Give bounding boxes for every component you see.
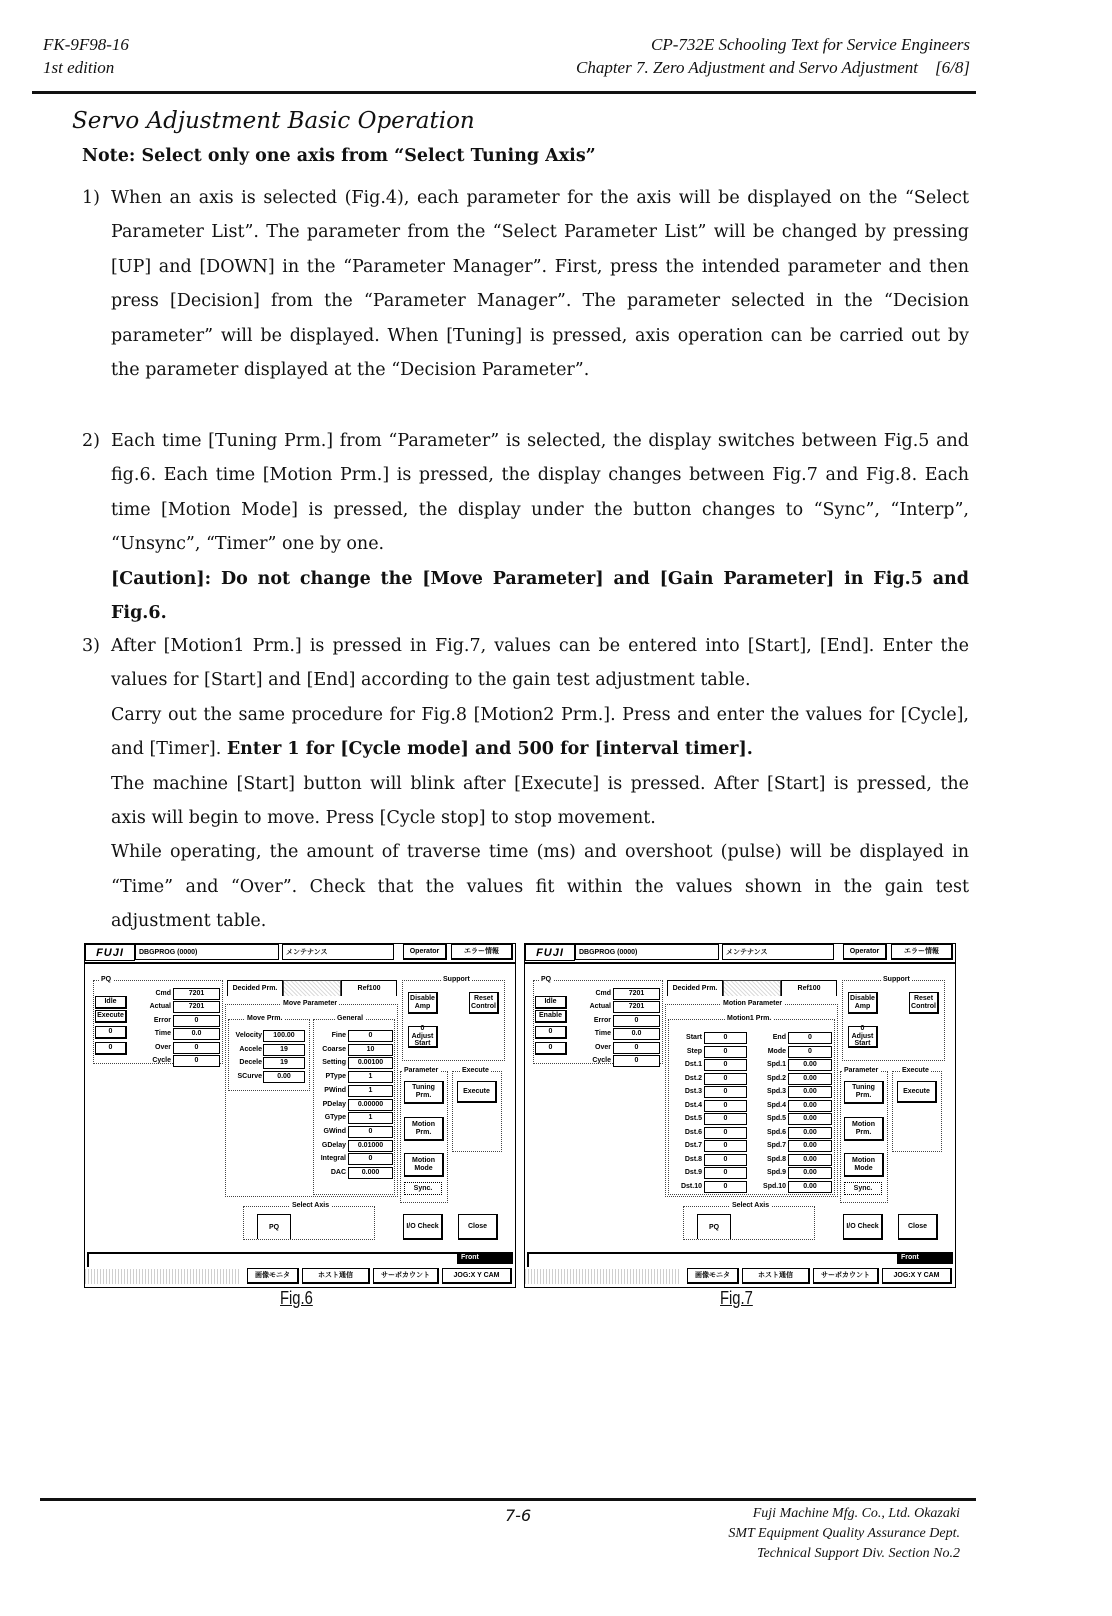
field-label: Mode (767, 1047, 786, 1055)
bottom-menu-button-1[interactable]: ホスト通信 (742, 1268, 810, 1284)
field-label: Spd.6 (766, 1128, 786, 1136)
procedure-bold-text: Enter 1 for [Cycle mode] and 500 for [interval timer]. (226, 739, 753, 760)
motion-mode-value: Sync. (844, 1182, 882, 1195)
parameter-tab-0[interactable]: Decided Prm. (667, 980, 723, 996)
field-label: Error (593, 1016, 611, 1024)
field-label: Dst.1 (684, 1061, 702, 1068)
field-value-start[interactable]: 0 (704, 1032, 747, 1044)
field-label: Dst.9 (684, 1169, 702, 1176)
zero-adjust-start-button[interactable]: 0 Adjust Start (848, 1026, 878, 1048)
footer-dept: SMT Equipment Quality Assurance Dept. (728, 1526, 960, 1541)
field-label: Over (155, 1043, 171, 1051)
field-value-velocity[interactable]: 100.00 (263, 1030, 305, 1042)
execute-group-title: Execute (902, 1067, 929, 1074)
footer-rule (40, 1498, 976, 1501)
field-value-gwind[interactable]: 0 (348, 1126, 393, 1138)
field-label: Cycle (592, 1057, 611, 1064)
parameter-tab-1[interactable] (723, 980, 781, 996)
field-value-spd4[interactable]: 0.00 (788, 1100, 832, 1112)
support-group-title: Support (443, 976, 470, 983)
axis-state-3[interactable]: 0 (95, 1042, 127, 1055)
general-group-title: General (337, 1015, 364, 1022)
field-value-coarse[interactable]: 10 (348, 1044, 393, 1056)
execute-button[interactable]: Execute (457, 1081, 497, 1103)
step-text: Each time [Tuning Prm.] from “Parameter” is selected, the display switches between Fig.5 and fig.6. Each time [Motion Prm.] is pressed, the display changes between Fig.7 and Fig.8. Each time [Motion Mode] is pressed, the display under the button changes to “Sync”, “Interp”, “Unsync”, “Timer” one by one. (111, 431, 969, 555)
caution-text: [Caution]: Do not change the [Move Parameter] and [Gain Parameter] in Fig.5 and Fig.6. (111, 568, 969, 624)
field-value-pdelay[interactable]: 0.00000 (348, 1099, 393, 1111)
bottom-menu-button-3[interactable]: JOG:X Y CAM (442, 1268, 512, 1284)
mode-field: メンテナンス (722, 944, 834, 960)
fuji-logo: FUJI (525, 944, 575, 961)
field-value-dst2[interactable]: 0 (704, 1073, 747, 1085)
chapter-name: Chapter 7. Zero Adjustment and Servo Adjustment (575, 58, 919, 77)
field-label: PType (325, 1073, 346, 1081)
status-bar (87, 1252, 513, 1267)
motion-prm-button[interactable]: Motion Prm. (404, 1117, 444, 1141)
status-message-area (525, 1269, 680, 1284)
field-label: Spd.2 (766, 1074, 786, 1082)
edition: 1st edition (43, 58, 115, 77)
zero-adjust-start-button[interactable]: 0 Adjust Start (408, 1026, 438, 1048)
parameter-tab-1[interactable] (283, 980, 341, 996)
section-title: Servo Adjustment Basic Operation (72, 108, 475, 134)
field-value-dst8[interactable]: 0 (704, 1154, 747, 1166)
field-label: Time (594, 1030, 611, 1038)
field-label: Actual (589, 1003, 611, 1011)
field-label: PWind (324, 1086, 346, 1094)
field-label: Dst.10 (680, 1182, 702, 1190)
front-indicator: Front (897, 1252, 953, 1264)
bottom-menu-button-2[interactable]: サーボカウント (373, 1268, 439, 1284)
motion1-prm-group-title: Motion1 Prm. (727, 1015, 772, 1022)
disable-amp-button[interactable]: Disable Amp (848, 992, 878, 1014)
procedure-text: Carry out the same procedure for Fig.8 [Motion2 Prm.]. Press and enter the values for [Cycle], and [Timer]. (111, 704, 969, 760)
front-indicator: Front (457, 1252, 513, 1264)
field-value-accele[interactable]: 19 (263, 1044, 305, 1056)
field-label: Setting (322, 1059, 346, 1067)
step-number: 2) (82, 431, 100, 451)
field-label: Spd.9 (766, 1169, 786, 1176)
field-label: Cmd (595, 990, 611, 997)
axis-state-2[interactable]: 0 (535, 1026, 567, 1039)
field-label: Spd.4 (766, 1101, 786, 1109)
step-3 (82, 629, 969, 939)
pq-group-title: PQ (101, 976, 112, 983)
field-label: Dst.2 (684, 1074, 702, 1082)
step-text-start: The machine [Start] button will blink after [Execute] is pressed. After [Start] is pressed, the axis will begin to move. Press [Cycle stop] to stop movement. (111, 773, 969, 829)
bottom-menu-button-3[interactable]: JOG:X Y CAM (882, 1268, 952, 1284)
chapter-title (576, 56, 970, 79)
close-button[interactable]: Close (458, 1214, 498, 1240)
field-value-spd6[interactable]: 0.00 (788, 1127, 832, 1139)
field-label: Cycle (152, 1057, 171, 1064)
field-value-dst3[interactable]: 0 (704, 1086, 747, 1098)
axis-state-1[interactable]: Enable (535, 1010, 567, 1023)
program-field: DBGPROG (0000) (135, 944, 279, 960)
pq-group-title: PQ (541, 976, 552, 983)
operator-button[interactable]: Operator (403, 944, 447, 960)
move-prm-group-title: Move Prm. (247, 1015, 283, 1022)
field-value-ptype[interactable]: 1 (348, 1071, 393, 1083)
field-value-mode[interactable]: 0 (788, 1046, 832, 1058)
execute-button[interactable]: Execute (897, 1081, 937, 1103)
chapter-page: [6/8] (935, 58, 970, 77)
motion-mode-value: Sync. (404, 1182, 442, 1195)
step-text-operating: While operating, the amount of traverse time (ms) and overshoot (pulse) will be displayed in “Time” and “Over”. Check that the values fit within the values shown in the gain test adjustment table. (111, 842, 969, 932)
field-label: Dst.6 (684, 1128, 702, 1136)
field-value-error[interactable]: 0 (173, 1015, 220, 1027)
operator-button[interactable]: Operator (843, 944, 887, 960)
footer-company: Fuji Machine Mfg. Co., Ltd. Okazaki (752, 1506, 960, 1521)
axis-state-2[interactable]: 0 (95, 1026, 127, 1039)
field-value-gdelay[interactable]: 0.01000 (348, 1140, 393, 1152)
field-value-fine[interactable]: 0 (348, 1030, 393, 1042)
step-text: After [Motion1 Prm.] is pressed in Fig.7, values can be entered into [Start], [End]. Enter the values for [Start] and [End] according to the gain test adjustment table. (111, 636, 969, 691)
field-value-dst5[interactable]: 0 (704, 1113, 747, 1125)
field-value-pwind[interactable]: 1 (348, 1085, 393, 1097)
field-label: Cmd (155, 990, 171, 997)
bottom-menu-button-0[interactable]: 画像モニタ (687, 1268, 739, 1284)
field-label: Time (154, 1030, 171, 1038)
axis-state-0[interactable]: Idle (95, 996, 127, 1009)
field-value-error[interactable]: 0 (613, 1015, 660, 1027)
parameter-tab-2[interactable]: Ref100 (781, 980, 837, 996)
field-label: Spd.8 (766, 1155, 786, 1163)
bottom-menu-button-0[interactable]: 画像モニタ (247, 1268, 299, 1284)
step-text: When an axis is selected (Fig.4), each parameter for the axis will be displayed on the “Select Parameter List”. The parameter from the “Select Parameter List” will be changed by pressing [UP] and [DOWN] in the “Parameter Manager”. First, press the intended parameter and then press [Decision] from the “Parameter Manager”. The parameter selected in the “Decision parameter” will be displayed. When [Tuning] is pressed, axis operation can be carried out by the parameter displayed at the “Decision Parameter”. (111, 188, 969, 381)
close-button[interactable]: Close (898, 1214, 938, 1240)
page-number: 7-6 (505, 1506, 532, 1525)
field-label: SCurve (237, 1073, 262, 1081)
field-label: Spd.7 (766, 1142, 786, 1149)
field-value-spd1[interactable]: 0.00 (788, 1059, 832, 1071)
field-value-over[interactable]: 0 (613, 1042, 660, 1054)
fuji-logo: FUJI (85, 944, 135, 961)
field-value-cmd[interactable]: 7201 (613, 988, 660, 1000)
tuning-prm-button[interactable]: Tuning Prm. (404, 1081, 444, 1104)
reset-control-button[interactable]: Reset Control (469, 992, 499, 1014)
title-bar-divider (85, 962, 515, 964)
figure-7-caption: Fig.7 (720, 1288, 753, 1308)
io-check-button[interactable]: I/O Check (403, 1214, 443, 1240)
field-value-actual[interactable]: 7201 (173, 1001, 220, 1013)
execute-group-title: Execute (462, 1067, 489, 1074)
field-value-step[interactable]: 0 (704, 1046, 747, 1058)
motion-mode-button[interactable]: Motion Mode (844, 1153, 884, 1177)
step-number: 3) (82, 636, 100, 656)
field-label: GType (324, 1114, 346, 1122)
document-title: CP-732E Schooling Text for Service Engineers (650, 35, 970, 54)
field-value-scurve[interactable]: 0.00 (263, 1071, 305, 1083)
field-value-spd7[interactable]: 0.00 (788, 1140, 832, 1152)
field-label: Coarse (322, 1045, 346, 1053)
field-label: Dst.5 (684, 1115, 702, 1122)
field-label: Error (153, 1016, 171, 1024)
field-label: DAC (330, 1169, 346, 1176)
bottom-menu-button-1[interactable]: ホスト通信 (302, 1268, 370, 1284)
field-value-dst9[interactable]: 0 (704, 1167, 747, 1179)
field-value-dst7[interactable]: 0 (704, 1140, 747, 1152)
field-value-spd2[interactable]: 0.00 (788, 1073, 832, 1085)
field-label: Actual (149, 1003, 171, 1011)
field-label: Dst.8 (684, 1155, 702, 1163)
field-label: End (772, 1034, 786, 1041)
field-value-time[interactable]: 0.0 (173, 1028, 220, 1040)
io-check-button[interactable]: I/O Check (843, 1214, 883, 1240)
field-label: Dst.7 (684, 1142, 702, 1149)
parameter-buttons-group-title: Parameter (844, 1067, 879, 1074)
field-label: Step (686, 1047, 702, 1055)
field-value-dst4[interactable]: 0 (704, 1100, 747, 1112)
field-value-gtype[interactable]: 1 (348, 1112, 393, 1124)
field-label: Integral (320, 1155, 346, 1163)
step-text-procedure (111, 698, 969, 767)
reset-control-button[interactable]: Reset Control (909, 992, 939, 1014)
tuning-prm-button[interactable]: Tuning Prm. (844, 1081, 884, 1104)
document-id: FK-9F98-16 (43, 35, 129, 54)
field-value-spd9[interactable]: 0.00 (788, 1167, 832, 1179)
parameter-group-title: Motion Parameter (723, 1000, 783, 1007)
field-value-decele[interactable]: 19 (263, 1057, 305, 1069)
parameter-buttons-group-title: Parameter (404, 1067, 439, 1074)
figure-7-screenshot (524, 943, 956, 1288)
field-label: Spd.1 (766, 1061, 786, 1068)
parameter-tab-0[interactable]: Decided Prm. (227, 980, 283, 996)
field-value-spd5[interactable]: 0.00 (788, 1113, 832, 1125)
select-axis-group-title: Select Axis (292, 1202, 330, 1209)
error-info-button[interactable]: エラー情報 (451, 944, 513, 960)
field-label: Dst.4 (684, 1101, 702, 1109)
step-2 (82, 424, 969, 630)
field-value-setting[interactable]: 0.00100 (348, 1057, 393, 1069)
field-value-integral[interactable]: 0 (348, 1153, 393, 1165)
field-label: Decele (239, 1059, 262, 1067)
error-info-button[interactable]: エラー情報 (891, 944, 953, 960)
field-label: Fine (331, 1032, 346, 1039)
select-axis-group-title: Select Axis (732, 1202, 770, 1209)
disable-amp-button[interactable]: Disable Amp (408, 992, 438, 1014)
field-value-cmd[interactable]: 7201 (173, 988, 220, 1000)
program-field: DBGPROG (0000) (575, 944, 719, 960)
field-value-cycle[interactable]: 0 (613, 1055, 660, 1067)
axis-state-0[interactable]: Idle (535, 996, 567, 1009)
field-value-over[interactable]: 0 (173, 1042, 220, 1054)
field-value-dst1[interactable]: 0 (704, 1059, 747, 1071)
field-label: Velocity (235, 1032, 262, 1039)
field-label: Accele (239, 1045, 262, 1053)
field-value-cycle[interactable]: 0 (173, 1055, 220, 1067)
axis-state-3[interactable]: 0 (535, 1042, 567, 1055)
field-value-end[interactable]: 0 (788, 1032, 832, 1044)
field-label: Spd.3 (766, 1088, 786, 1095)
field-value-dst10[interactable]: 0 (704, 1181, 747, 1193)
step-1 (82, 181, 969, 387)
bottom-menu-button-2[interactable]: サーボカウント (813, 1268, 879, 1284)
status-message-area (85, 1269, 240, 1284)
footer-section: Technical Support Div. Section No.2 (757, 1546, 960, 1561)
parameter-tab-2[interactable]: Ref100 (341, 980, 397, 996)
field-label: Start (686, 1034, 702, 1041)
figure-6-caption: Fig.6 (280, 1288, 313, 1308)
note: Note: Select only one axis from “Select Tuning Axis” (82, 146, 596, 166)
field-label: GWind (323, 1127, 346, 1135)
field-label: Over (595, 1043, 611, 1051)
field-value-dst6[interactable]: 0 (704, 1127, 747, 1139)
field-value-actual[interactable]: 7201 (613, 1001, 660, 1013)
field-label: GDelay (321, 1141, 346, 1149)
step-number: 1) (82, 188, 100, 208)
field-label: Spd.5 (766, 1115, 786, 1122)
field-value-spd10[interactable]: 0.00 (788, 1181, 832, 1193)
field-label: Dst.3 (684, 1088, 702, 1095)
field-value-spd3[interactable]: 0.00 (788, 1086, 832, 1098)
mode-field: メンテナンス (282, 944, 394, 960)
field-value-spd8[interactable]: 0.00 (788, 1154, 832, 1166)
header-rule (32, 91, 976, 94)
parameter-group-title: Move Parameter (283, 1000, 338, 1007)
axis-state-1[interactable]: Execute (95, 1010, 127, 1023)
field-label: PDelay (322, 1100, 346, 1108)
support-group-title: Support (883, 976, 910, 983)
motion-mode-button[interactable]: Motion Mode (404, 1153, 444, 1177)
field-value-dac[interactable]: 0.000 (348, 1167, 393, 1179)
field-label: Spd.10 (763, 1182, 786, 1190)
title-bar-divider (525, 962, 955, 964)
axis-pq-tab[interactable]: PQ (697, 1214, 731, 1239)
footer-company-block (728, 1504, 960, 1564)
figure-6-screenshot (84, 943, 516, 1288)
status-bar (527, 1252, 953, 1267)
motion-prm-button[interactable]: Motion Prm. (844, 1117, 884, 1141)
field-value-time[interactable]: 0.0 (613, 1028, 660, 1040)
axis-pq-tab[interactable]: PQ (257, 1214, 291, 1239)
